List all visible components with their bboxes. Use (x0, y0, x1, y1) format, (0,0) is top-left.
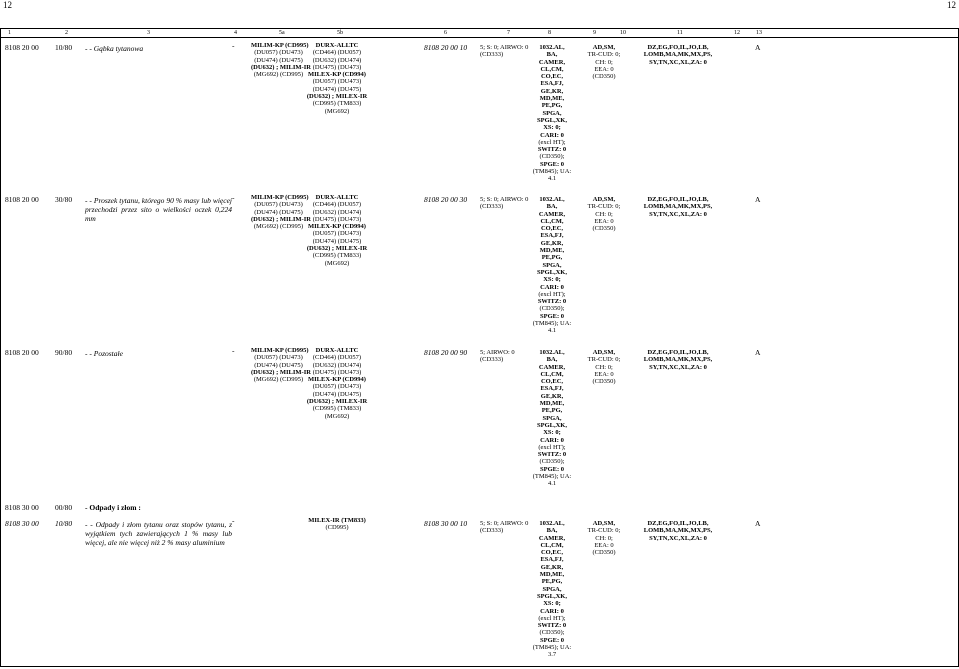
col-header-11: 11 (677, 30, 683, 36)
country-list: DZ,EG,FO,IL,JO,LB, LOMB,MA,MK,MX,PS, SY,TN,XC,XL,ZA: 0 (643, 520, 713, 542)
taric-suffix: 90/80 (55, 348, 73, 357)
col-header-8: 8 (548, 30, 551, 36)
measures-5b: DURX-ALLTC (CD464) (DU057) (DU632) (DU474) (DU475) (DU473) MILEX-KP (CD994) (DU057) (DU473) (DU474) (DU475) (DU632) ; MILEX-IR (CD995) (TM833) (MG692) (306, 347, 368, 420)
measures-5b: DURX-ALLTC (CD464) (DU057) (DU632) (DU474) (DU475) (DU473) MILEX-KP (CD994) (DU057) (DU473) (DU474) (DU475) (DU632) ; MILEX-IR (CD995) (TM833) (MG692) (306, 42, 368, 115)
page-number-right: 12 (947, 0, 956, 10)
duty-rate: 5; S: 0; AIRWO: 0 (CD333) (480, 196, 529, 211)
col-header-1: 1 (8, 30, 11, 36)
preferential-rates: 1032.AL, BA, CAMER, CL,CM, CO,EC, ESA,FJ, GE,KR, MD,ME, PE,PG, SPGA, SPGL,XK, XS: 0; CARI: 0 (excl HT); SWITZ: 0 (CD350); SPGE: 0 (TM845); UA: 4.1 (532, 349, 572, 488)
country-list: DZ,EG,FO,IL,JO,LB, LOMB,MA,MK,MX,PS, SY,TN,XC,XL,ZA: 0 (643, 196, 713, 218)
taric-suffix: 00/80 (55, 503, 73, 512)
col-header-6: 6 (444, 30, 447, 36)
col-header-2: 2 (65, 30, 68, 36)
col-header-7: 7 (507, 30, 510, 36)
table-top-rule (0, 28, 959, 29)
category: A (755, 519, 761, 528)
header-bottom-rule (0, 37, 959, 38)
cn-code: 8108 20 00 (5, 43, 39, 52)
col-divider (0, 28, 1, 666)
preferential-rates: 1032.AL, BA, CAMER, CL,CM, CO,EC, ESA,FJ, GE,KR, MD,ME, PE,PG, SPGA, SPGL,XK, XS: 0; CARI: 0 (excl HT); SWITZ: 0 (CD350); SPGE: 0 (TM845); UA: 4.1 (532, 44, 572, 183)
category: A (755, 348, 761, 357)
col-header-5a: 5a (279, 30, 285, 36)
taric-suffix: 10/80 (55, 519, 73, 528)
category: A (755, 43, 761, 52)
commodity-code: 8108 30 00 10 (424, 519, 468, 528)
col-header-10: 10 (620, 30, 626, 36)
other-rates: AD,SM, TR-CUD: 0; CH: 0; EEA: 0 (CD350) (587, 520, 621, 557)
goods-description: - Odpady i złom : (85, 503, 141, 512)
commodity-code: 8108 20 00 30 (424, 195, 468, 204)
col-header-9: 9 (593, 30, 596, 36)
goods-description: - - Odpady i złom tytanu oraz stopów tytanu, z wyjątkiem tych zawierających 1 % masy lub więcej, ale nie więcej niż 2 % masy aluminium (85, 520, 232, 547)
country-list: DZ,EG,FO,IL,JO,LB, LOMB,MA,MK,MX,PS, SY,TN,XC,XL,ZA: 0 (643, 44, 713, 66)
measures-5b: MILEX-IR (TM833) (CD995) (308, 517, 366, 532)
cn-code: 8108 20 00 (5, 195, 39, 204)
col-header-5b: 5b (337, 30, 343, 36)
col-header-4: 4 (234, 30, 237, 36)
commodity-code: 8108 20 00 90 (424, 348, 468, 357)
cn-code: 8108 30 00 (5, 519, 39, 528)
duty-rate: 5; AIRWO: 0 (CD333) (480, 349, 515, 364)
duty-rate: 5; S: 0; AIRWO: 0 (CD333) (480, 44, 529, 59)
preferential-rates: 1032.AL, BA, CAMER, CL,CM, CO,EC, ESA,FJ, GE,KR, MD,ME, PE,PG, SPGA, SPGL,XK, XS: 0; CARI: 0 (excl HT); SWITZ: 0 (CD350); SPGE: 0 (TM845); UA: 3.7 (532, 520, 572, 659)
table-bottom-rule (0, 666, 959, 667)
measures-5a: MILIM-KP (CD995) (DU057) (DU473) (DU474) (DU475) (DU632) ; MILIM-IR (MG692) (CD995) (251, 347, 311, 384)
commodity-code: 8108 20 00 10 (424, 43, 468, 52)
other-rates: AD,SM, TR-CUD: 0; CH: 0; EEA: 0 (CD350) (587, 349, 621, 386)
category: A (755, 195, 761, 204)
preferential-rates: 1032.AL, BA, CAMER, CL,CM, CO,EC, ESA,FJ, GE,KR, MD,ME, PE,PG, SPGA, SPGL,XK, XS: 0; CARI: 0 (excl HT); SWITZ: 0 (CD350); SPGE: 0 (TM845); UA: 4.1 (532, 196, 572, 335)
col-header-3: 3 (147, 30, 150, 36)
taric-suffix: 30/80 (55, 195, 73, 204)
country-list: DZ,EG,FO,IL,JO,LB, LOMB,MA,MK,MX,PS, SY,TN,XC,XL,ZA: 0 (643, 349, 713, 371)
col-header-13: 13 (756, 30, 762, 36)
cn-code: 8108 30 00 (5, 503, 39, 512)
page-number-left: 12 (3, 0, 12, 10)
measures-5a: MILIM-KP (CD995) (DU057) (DU473) (DU474) (DU475) (DU632) ; MILIM-IR (MG692) (CD995) (251, 42, 311, 79)
measures-5a: MILIM-KP (CD995) (DU057) (DU473) (DU474) (DU475) (DU632) ; MILIM-IR (MG692) (CD995) (251, 194, 311, 231)
goods-description: - - Proszek tytanu, którego 90 % masy lub więcej przechodzi przez sito o wielkości oczek 0,224 mm (85, 196, 232, 223)
other-rates: AD,SM, TR-CUD: 0; CH: 0; EEA: 0 (CD350) (587, 196, 621, 233)
dash-marker: - (232, 41, 235, 50)
other-rates: AD,SM, TR-CUD: 0; CH: 0; EEA: 0 (CD350) (587, 44, 621, 81)
taric-suffix: 10/80 (55, 43, 73, 52)
cn-code: 8108 20 00 (5, 348, 39, 357)
goods-description: - - Pozostałe (85, 349, 123, 358)
col-header-12: 12 (734, 30, 740, 36)
duty-rate: 5; S: 0; AIRWO: 0 (CD333) (480, 520, 529, 535)
dash-marker: - (232, 346, 235, 355)
dash-marker: - (232, 193, 235, 202)
goods-description: - - Gąbka tytanowa (85, 44, 144, 53)
dash-marker: - (232, 516, 235, 525)
measures-5b: DURX-ALLTC (CD464) (DU057) (DU632) (DU474) (DU475) (DU473) MILEX-KP (CD994) (DU057) (DU473) (DU474) (DU475) (DU632) ; MILEX-IR (CD995) (TM833) (MG692) (306, 194, 368, 267)
